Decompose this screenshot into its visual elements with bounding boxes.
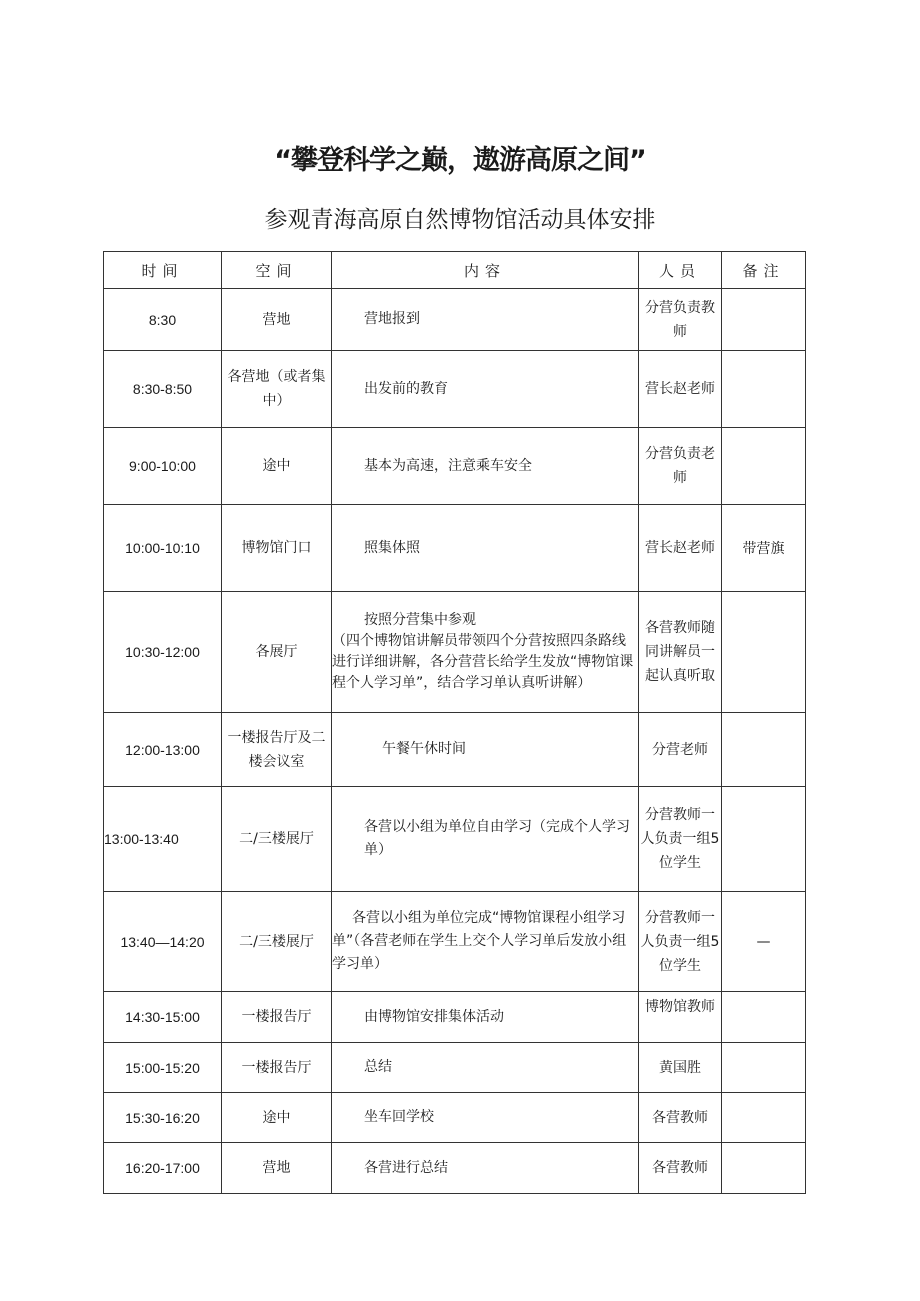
header-time: 时间	[104, 252, 222, 289]
cell-content: 总结	[364, 1059, 392, 1075]
table-row	[104, 787, 806, 892]
cell-note	[722, 592, 806, 713]
table-header-row	[104, 252, 806, 289]
cell-note: 带营旗	[722, 505, 806, 592]
cell-content: 照集体照	[364, 539, 420, 556]
cell-space: 营地	[222, 1143, 332, 1194]
table-row	[104, 892, 806, 992]
table-row	[104, 289, 806, 351]
cell-content-lead: 按照分营集中参观	[364, 612, 476, 628]
table-row	[104, 1043, 806, 1093]
schedule-table	[103, 251, 806, 1194]
header-person: 人员	[639, 252, 722, 289]
cell-content: 各营以小组为单位自由学习（完成个人学习单）	[364, 819, 630, 858]
cell-note	[722, 713, 806, 787]
cell-content: 出发前的教育	[364, 380, 448, 397]
table-row	[104, 351, 806, 428]
cell-content: 各营进行总结	[364, 1159, 448, 1176]
cell-time: 8:30	[104, 289, 222, 351]
cell-space: 一楼报告厅	[222, 1043, 332, 1093]
cell-time: 15:00-15:20	[104, 1043, 222, 1093]
cell-time: 13:00-13:40	[104, 787, 222, 892]
cell-person: 分营负责教师	[639, 289, 722, 351]
cell-content: 各营以小组为单位完成“博物馆课程小组学习单”（各营老师在学生上交个人学习单后发放小组学习单）	[332, 910, 627, 972]
header-content: 内容	[332, 252, 639, 289]
document-subtitle: 参观青海高原自然博物馆活动具体安排	[264, 207, 656, 233]
cell-space: 途中	[222, 1093, 332, 1143]
cell-time: 12:00-13:00	[104, 713, 222, 787]
table-row	[104, 592, 806, 713]
cell-space: 营地	[222, 289, 332, 351]
cell-note	[722, 428, 806, 505]
table-row	[104, 713, 806, 787]
cell-space: 各营地（或者集中）	[222, 351, 332, 428]
cell-content: 坐车回学校	[364, 1109, 434, 1125]
cell-person: 各营教师随同讲解员一起认真听取	[639, 592, 722, 713]
cell-time: 8:30-8:50	[104, 351, 222, 428]
cell-note	[722, 351, 806, 428]
cell-note	[722, 1043, 806, 1093]
cell-content: 基本为高速，注意乘车安全	[364, 457, 532, 474]
cell-person: 营长赵老师	[639, 351, 722, 428]
cell-space: 二/三楼展厅	[222, 892, 332, 992]
cell-note	[722, 787, 806, 892]
cell-person: 分营教师一人负责一组5位学生	[639, 787, 722, 892]
cell-person: 各营教师	[639, 1143, 722, 1194]
cell-space: 博物馆门口	[222, 505, 332, 592]
cell-space: 二/三楼展厅	[222, 787, 332, 892]
cell-note	[722, 1093, 806, 1143]
table-row	[104, 1093, 806, 1143]
cell-time: 13:40—14:20	[104, 892, 222, 992]
table-row	[104, 505, 806, 592]
cell-person: 黄国胜	[639, 1043, 722, 1093]
cell-content: （四个博物馆讲解员带领四个分营按照四条路线进行详细讲解，各分营营长给学生发放“博物馆课程个人学习单”，结合学习单认真听讲解）	[332, 633, 634, 691]
cell-person: 营长赵老师	[639, 505, 722, 592]
document-title: “攀登科学之巅，遨游高原之间”	[274, 145, 646, 176]
cell-note	[722, 1143, 806, 1194]
cell-note: —	[722, 892, 806, 992]
cell-time: 15:30-16:20	[104, 1093, 222, 1143]
table-row	[104, 992, 806, 1043]
cell-content: 营地报到	[364, 311, 420, 327]
table-row	[104, 428, 806, 505]
cell-space: 途中	[222, 428, 332, 505]
cell-person: 博物馆教师	[639, 992, 722, 1043]
cell-person: 分营教师一人负责一组5位学生	[639, 892, 722, 992]
cell-note	[722, 992, 806, 1043]
cell-time: 14:30-15:00	[104, 992, 222, 1043]
table-row	[104, 1143, 806, 1194]
cell-time: 10:30-12:00	[104, 592, 222, 713]
cell-time: 9:00-10:00	[104, 428, 222, 505]
cell-space: 一楼报告厅及二楼会议室	[222, 713, 332, 787]
cell-person: 分营负责老师	[639, 428, 722, 505]
cell-person: 分营老师	[639, 713, 722, 787]
cell-note	[722, 289, 806, 351]
cell-space: 一楼报告厅	[222, 992, 332, 1043]
cell-content: 由博物馆安排集体活动	[364, 1008, 504, 1025]
cell-time: 10:00-10:10	[104, 505, 222, 592]
cell-person: 各营教师	[639, 1093, 722, 1143]
cell-time: 16:20-17:00	[104, 1143, 222, 1194]
header-note: 备注	[722, 252, 806, 289]
header-space: 空间	[222, 252, 332, 289]
cell-space: 各展厅	[222, 592, 332, 713]
cell-content: 午餐午休时间	[382, 741, 466, 757]
